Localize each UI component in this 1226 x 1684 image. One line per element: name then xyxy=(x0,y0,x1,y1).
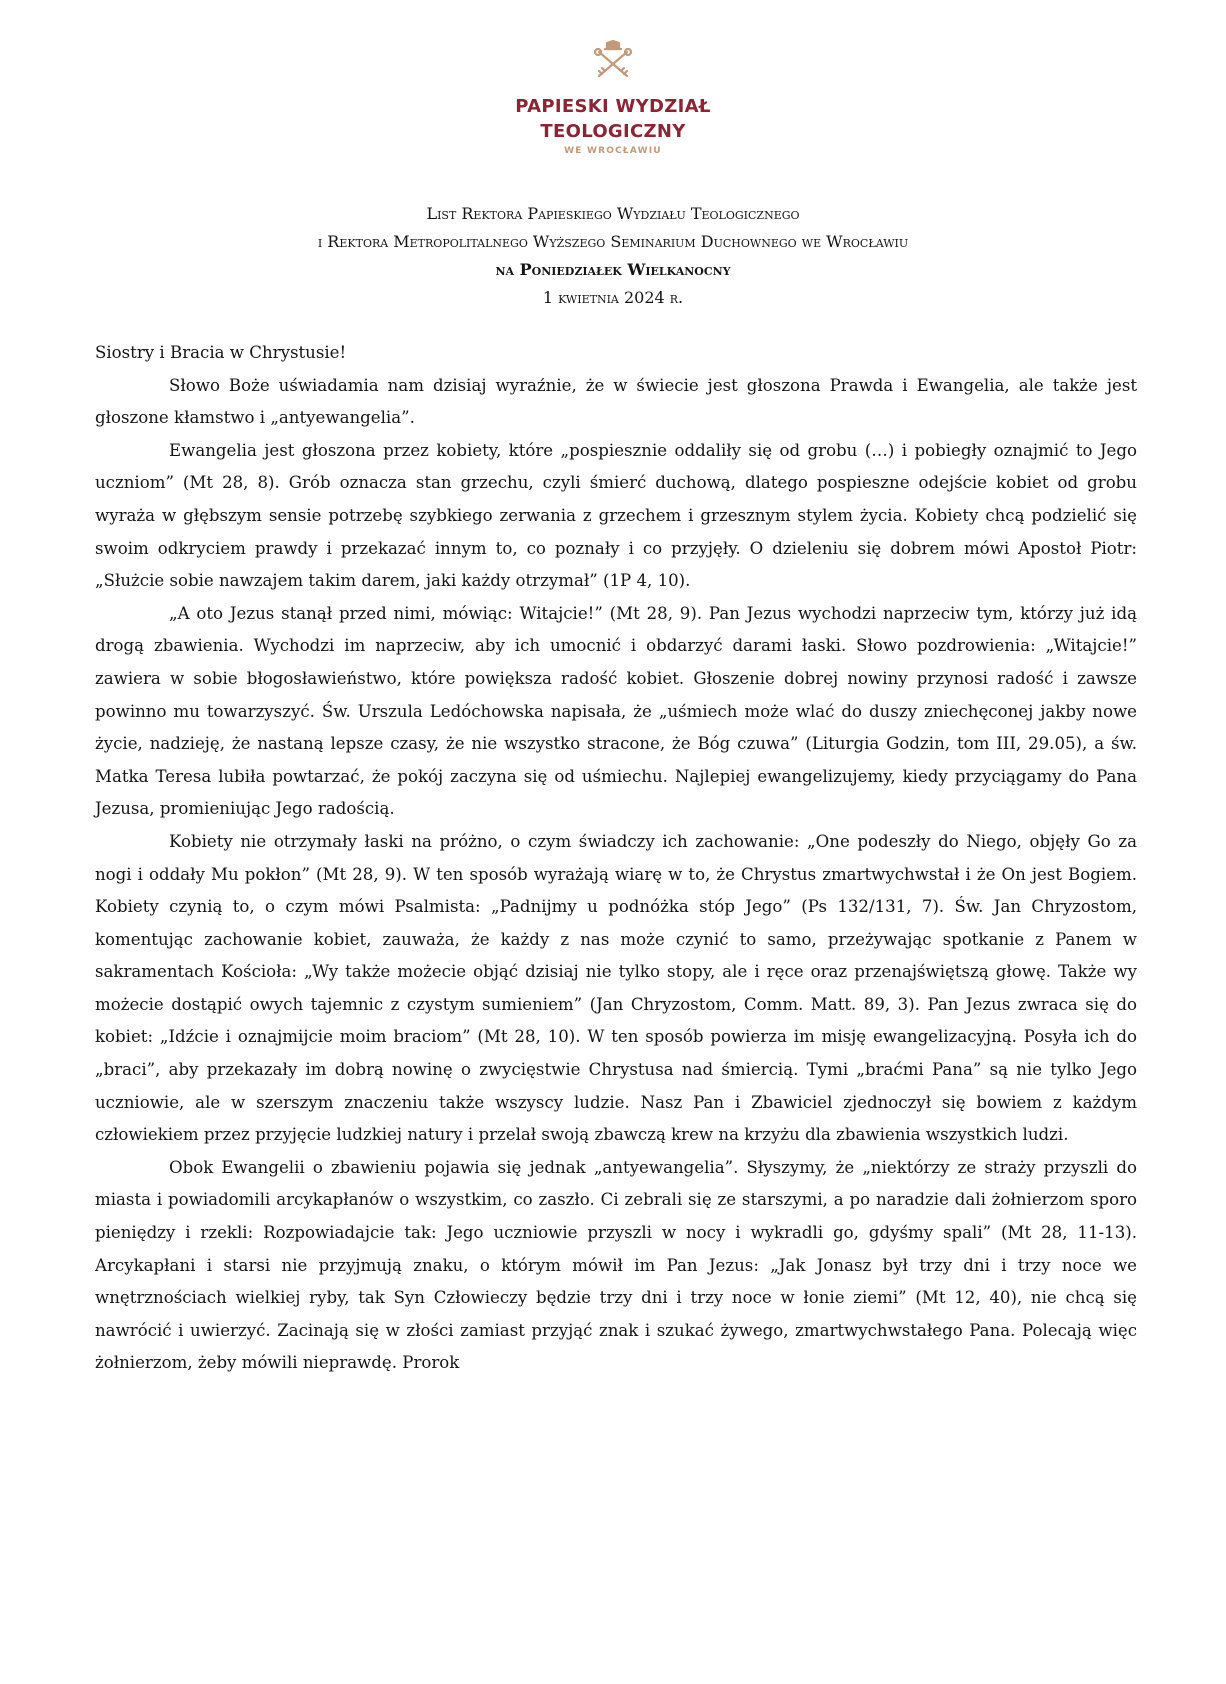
paragraph: Kobiety nie otrzymały łaski na próżno, o czym świadczy ich zachowanie: „One podeszły do Niego, objęły Go za nogi i oddały Mu pokłon” (Mt 28, 9). W ten sposób wyrażają wiarę w to, że Chrystus zmartwychwstał i że On jest Bogiem. Kobiety czynią to, o czym mówi Psalmista: „Padnijmy u podnóżka stóp Jego” (Ps 132/131, 7). Św. Jan Chryzostom, komentując zachowanie kobiet, zauważa, że każdy z nas może czynić to samo, przeżywając spotkanie z Panem w sakramentach Kościoła: „Wy także możecie objąć dzisiaj nie tylko stopy, ale i ręce oraz przenajświętszą głowę. Także wy możecie dostąpić owych tajemnic z czystym sumieniem” (Jan Chryzostom, Comm. Matt. 89, 3). Pan Jezus zwraca się do kobiet: „Idźcie i oznajmijcie moim braciom” (Mt 28, 10). W ten sposób powierza im misję ewangelizacyjną. Posyła ich do „braci”, aby przekazały im dobrą nowinę o zwycięstwie Chrystusa nad śmiercią. Tymi „braćmi Pana” są nie tylko Jego uczniowie, ale w szerszym znaczeniu także wszyscy ludzie. Nasz Pan i Zbawiciel zjednoczył się bowiem z każdym człowiekiem przez przyjęcie ludzkiej natury i przelał swoją zbawczą krew na krzyżu dla zbawienia wszystkich ludzi. xyxy=(95,831,1137,1145)
logo-text-line2: TEOLOGICZNY xyxy=(540,121,686,142)
heading-date: 1 kwietnia 2024 r. xyxy=(542,288,684,307)
heading-line2: i Rektora Metropolitalnego Wyższego Seminarium Duchownego we Wrocławiu xyxy=(317,232,909,251)
faculty-logo xyxy=(0,40,1226,156)
paragraph: Słowo Boże uświadamia nam dzisiaj wyraźnie, że w świecie jest głoszona Prawda i Ewangelia, ale także jest głoszone kłamstwo i „antyewangelia”. xyxy=(95,375,1137,428)
logo-text-city: WE WROCŁAWIU xyxy=(564,146,662,156)
heading-line1: List Rektora Papieskiego Wydziału Teologicznego xyxy=(426,204,800,223)
paragraph: Obok Ewangelii o zbawieniu pojawia się jednak „antyewangelia”. Słyszymy, że „niektórzy ze straży przyszli do miasta i powiadomili arcykapłanów o wszystkim, co zaszło. Ci zebrali się ze starszymi, a po naradzie dali żołnierzom sporo pieniędzy i rzekli: Rozpowiadajcie tak: Jego uczniowie przyszli w nocy i wykradli go, gdyśmy spali” (Mt 28, 11-13). Arcykapłani i starsi nie przyjmują znaku, o którym mówił im Pan Jezus: „Jak Jonasz był trzy dni i trzy noce we wnętrznościach wielkiej ryby, tak Syn Człowieczy będzie trzy dni i trzy noce w łonie ziemi” (Mt 12, 40), nie chcą się nawrócić i uwierzyć. Zacinają się w złości zamiast przyjąć znak i szukać żywego, zmartwychwstałego Pana. Polecają więc żołnierzom, żeby mówili nieprawdę. Prorok xyxy=(95,1157,1137,1373)
logo-text-line1: PAPIESKI WYDZIAŁ xyxy=(515,96,711,117)
salutation: Siostry i Bracia w Chrystusie! xyxy=(95,343,347,362)
paragraph: „A oto Jezus stanął przed nimi, mówiąc: Witajcie!” (Mt 28, 9). Pan Jezus wychodzi naprzeciw tym, którzy już idą drogą zbawienia. Wychodzi im naprzeciw, aby ich umocnić i obdarzyć darami łaski. Słowo pozdrowienia: „Witajcie!” zawiera w sobie błogosławieństwo, które powiększa radość kobiet. Głoszenie dobrej nowiny przynosi radość i zawsze powinno mu towarzyszyć. Św. Urszula Ledóchowska napisała, że „uśmiech może wlać do duszy zniechęconej jakby nowe życie, nadzieję, że nastaną lepsze czasy, że nie wszystko stracone, że Bóg czuwa” (Liturgia Godzin, tom III, 29.05), a św. Matka Teresa lubiła powtarzać, że pokój zaczyna się od uśmiechu. Najlepiej ewangelizujemy, kiedy przyciągamy do Pana Jezusa, promieniując Jego radością. xyxy=(95,603,1137,819)
paragraph: Ewangelia jest głoszona przez kobiety, które „pospiesznie oddaliły się od grobu (…) i pobiegły oznajmić to Jego uczniom” (Mt 28, 8). Grób oznacza stan grzechu, czyli śmierć duchową, dlatego pospieszne odejście kobiet od grobu wyraża w głębszym sensie potrzebę szybkiego zerwania z grzechem i grzesznym stylem życia. Kobiety chcą podzielić się swoim odkryciem prawdy i przekazać innym to, co poznały i co przyjęły. O dzieleniu się dobrem mówi Apostoł Piotr: „Służcie sobie nawzajem takim darem, jaki każdy otrzymał” (1P 4, 10). xyxy=(95,440,1137,591)
heading-line3: na Poniedziałek Wielkanocny xyxy=(495,260,731,279)
letter-heading xyxy=(0,200,1226,312)
crossed-keys-icon xyxy=(591,40,635,80)
letter-body xyxy=(95,337,1137,1380)
